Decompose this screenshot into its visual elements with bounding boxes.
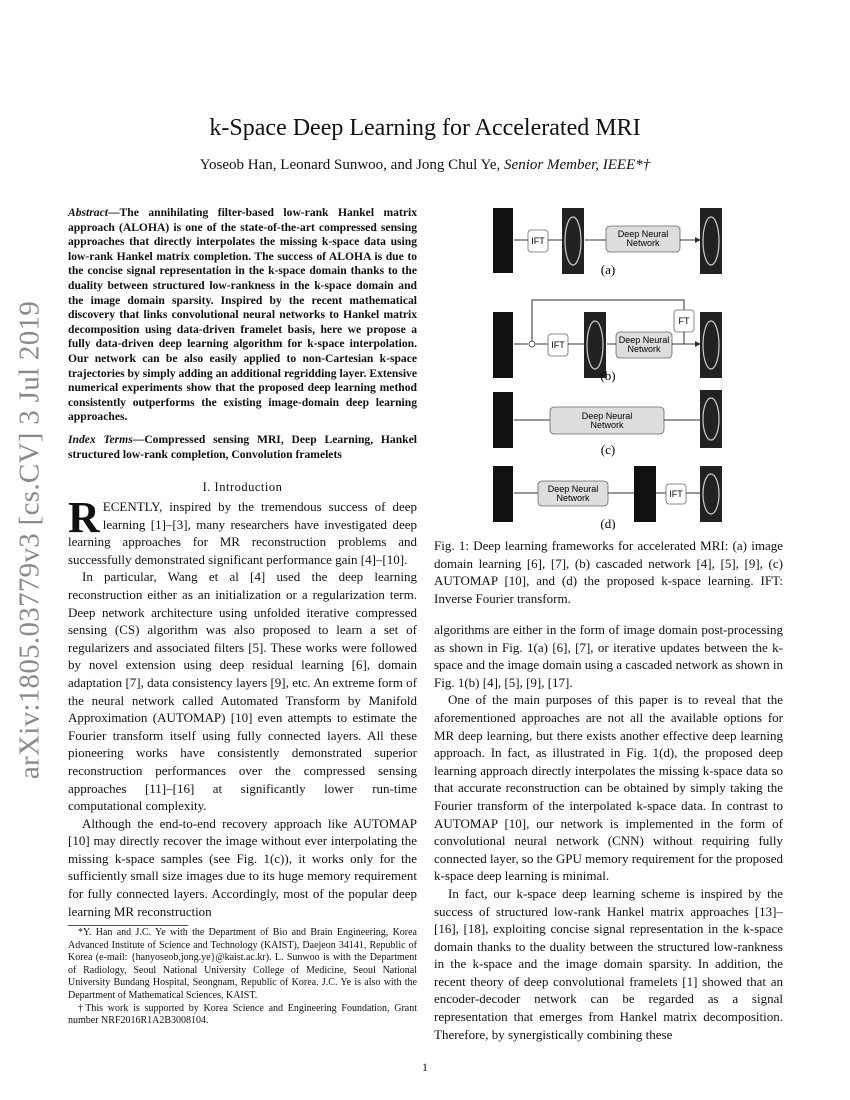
intro-paragraph-3: Although the end-to-end recovery approach like AUTOMAP [10] may directly recover the image without ever interpolating the missing k-space samples (see Fig. 1(c)), it works only for the sufficiently small size images due to its huge memory requirement for fully connected layers. Accordingly, most of the popular deep learning MR reconstruction bbox=[68, 815, 417, 919]
kspace-input-a bbox=[493, 208, 513, 273]
sub-label-b: (b) bbox=[600, 368, 616, 383]
dnn-label-b-1: Deep Neural bbox=[618, 335, 670, 345]
intro-text bbox=[68, 493, 417, 920]
right-paragraph-3: In fact, our k-space deep learning scheme is inspired by the success of structured low-rank Hankel matrix approaches [13]–[16], [18], exploiting concise signal representation in the k-space domain thanks to the duality between the structured low-rankness in the k-space and the image domain sparsity. In addition, the recent theory of deep convolutional framelets [1] showed that an encoder-decoder network can be regarded as a signal representation that emerges from Hankel matrix decomposition. Therefore, by synergistically combining these bbox=[434, 885, 783, 1042]
page-number: 1 bbox=[422, 1060, 428, 1074]
paper-title: k-Space Deep Learning for Accelerated MRI bbox=[209, 115, 641, 141]
kspace-input-c bbox=[493, 392, 513, 448]
kspace-input-b bbox=[493, 312, 513, 378]
dnn-label-a-2: Network bbox=[626, 238, 660, 248]
panel-a bbox=[493, 208, 722, 277]
author-names: Yoseob Han, Leonard Sunwoo, and Jong Chul Ye, bbox=[199, 157, 501, 173]
footnote-affiliations: *Y. Han and J.C. Ye with the Department of Bio and Brain Engineering, Korea Advanced Institute of Science and Technology (KAIST), Daejeon 34141, Republic of Korea (e-mail: {hanyoseob,jong.ye}@kaist.ac.kr). L. Sunwoo is with the Department of Radiology, Seoul National University College of Medicine, Seoul National University Bundang Hospital, Seongnam, Republic of Korea. J.C. Ye is also with the Department of Mathematical Sciences, KAIST. bbox=[68, 927, 417, 1001]
dnn-label-a-1: Deep Neural bbox=[617, 229, 669, 239]
kspace-input-d bbox=[493, 466, 513, 522]
index-terms-label: Index Terms bbox=[68, 433, 133, 446]
figure-1-diagram bbox=[488, 200, 728, 530]
sum-node-b bbox=[529, 341, 535, 347]
author-line bbox=[0, 157, 850, 174]
intro-paragraph-2: In particular, Wang et al [4] used the deep learning reconstruction either as an initialization or a regularization term. Deep network architecture using unfolded iterative compressed sensing (CS) algorithm was also proposed to learn a set of regularizers and associated filters [5]. These works were followed by novel extension using deep residual learning [6], domain adaptation [7], data consistency layers [9], etc. An extreme form of the neural network called Automated Transform by Manifold Approximation (AUTOMAP) [10] even attempts to estimate the Fourier transform itself using fully connected layers. All these pioneering works have consistently demonstrated superior reconstruction performances over the compressed sensing approaches [11]–[16] at significantly lower run-time computational complexity. bbox=[68, 569, 417, 814]
drop-cap: R bbox=[68, 493, 100, 542]
dnn-label-c-1: Deep Neural bbox=[581, 411, 633, 421]
author-role: Senior Member, IEEE*† bbox=[504, 157, 651, 173]
ift-label-a: IFT bbox=[531, 236, 545, 246]
kspace-interpolated-d bbox=[634, 466, 656, 522]
panel-c bbox=[493, 390, 722, 457]
dnn-label-d-2: Network bbox=[556, 493, 590, 503]
sub-label-d: (d) bbox=[600, 516, 616, 530]
ift-label-b: IFT bbox=[551, 340, 565, 350]
arxiv-id: arXiv:1805.03779v3 [cs.CV] 3 Jul 2019 bbox=[13, 300, 46, 780]
footnotes bbox=[68, 927, 417, 1028]
panel-d bbox=[493, 466, 722, 530]
panel-b bbox=[493, 300, 722, 383]
abstract bbox=[68, 206, 417, 425]
abstract-label: Abstract bbox=[68, 206, 108, 219]
index-terms-text: —Compressed sensing MRI, Deep Learning, Hankel structured low-rank completion, Convolution framelets bbox=[68, 433, 417, 461]
dnn-label-b-2: Network bbox=[627, 344, 661, 354]
index-terms bbox=[68, 433, 417, 462]
dnn-label-d-1: Deep Neural bbox=[547, 484, 599, 494]
right-paragraph-2: One of the main purposes of this paper is to reveal that the aforementioned approaches are not all the available options for MR deep learning, but there exists another effective deep learning approach. In fact, as illustrated in Fig. 1(d), the proposed deep learning approach directly interpolates the missing k-space data so that accurate reconstruction can be obtained by simply taking the Fourier transform of the interpolated k-space data. In contrast to AUTOMAP [10], our network is implemented in the form of convolutional neural network (CNN) without requiring fully connected layer, so the GPU memory requirement for the proposed k-space deep learning is minimal. bbox=[434, 692, 783, 884]
figure-caption: Fig. 1: Deep learning frameworks for accelerated MRI: (a) image domain learning [6], [7], (b) cascaded network [4], [5], [9], (c) AUTOMAP [10], and (d) the proposed k-space learning. IFT: Inverse Fourier transform. bbox=[434, 538, 783, 606]
ft-label-b: FT bbox=[678, 316, 690, 326]
footnote-rule bbox=[68, 925, 188, 926]
section-heading: I. Introduction bbox=[202, 480, 283, 494]
sub-label-a: (a) bbox=[600, 262, 616, 277]
arxiv-sidebar-stamp bbox=[10, 300, 50, 780]
right-paragraph-1: algorithms are either in the form of image domain post-processing as shown in Fig. 1(a) [6], [7], or iterative updates between the k-space and the image domain using a cascaded network as shown in Fig. 1(b) [4], [5], [9], [17]. bbox=[434, 622, 783, 690]
sub-label-c: (c) bbox=[600, 442, 616, 457]
footnote-funding: †This work is supported by Korea Science and Engineering Foundation, Grant number NRF2016R1A2B3008104. bbox=[68, 1002, 417, 1027]
dnn-label-c-2: Network bbox=[590, 420, 624, 430]
ift-label-d: IFT bbox=[669, 489, 683, 499]
abstract-text: —The annihilating filter-based low-rank Hankel matrix approach (ALOHA) is one of the state-of-the-art compressed sensing approaches that directly interpolates the missing k-space data using low-rank Hankel matrix completion. The success of ALOHA is due to the concise signal representation in the k-space domain thanks to the duality between structured low-rankness in the k-space domain and the image domain sparsity. Inspired by the recent mathematical discovery that links convolutional neural networks to Hankel matrix decomposition using data-driven framelet basis, here we propose a fully data-driven deep learning algorithm for k-space interpolation. Our network can be also easily applied to non-Cartesian k-space trajectories by simply adding an additional regridding layer. Extensive numerical experiments show that the proposed deep learning method consistently outperforms the existing image-domain deep learning approaches. bbox=[68, 206, 417, 424]
intro-paragraph-1: RECENTLY, inspired by the tremendous success of deep learning [1]–[3], many researchers have investigated deep learning approaches for MR reconstruction problems and successfully demonstrated significant performance gain [4]–[10]. bbox=[68, 493, 417, 567]
right-column-text bbox=[434, 621, 783, 1043]
